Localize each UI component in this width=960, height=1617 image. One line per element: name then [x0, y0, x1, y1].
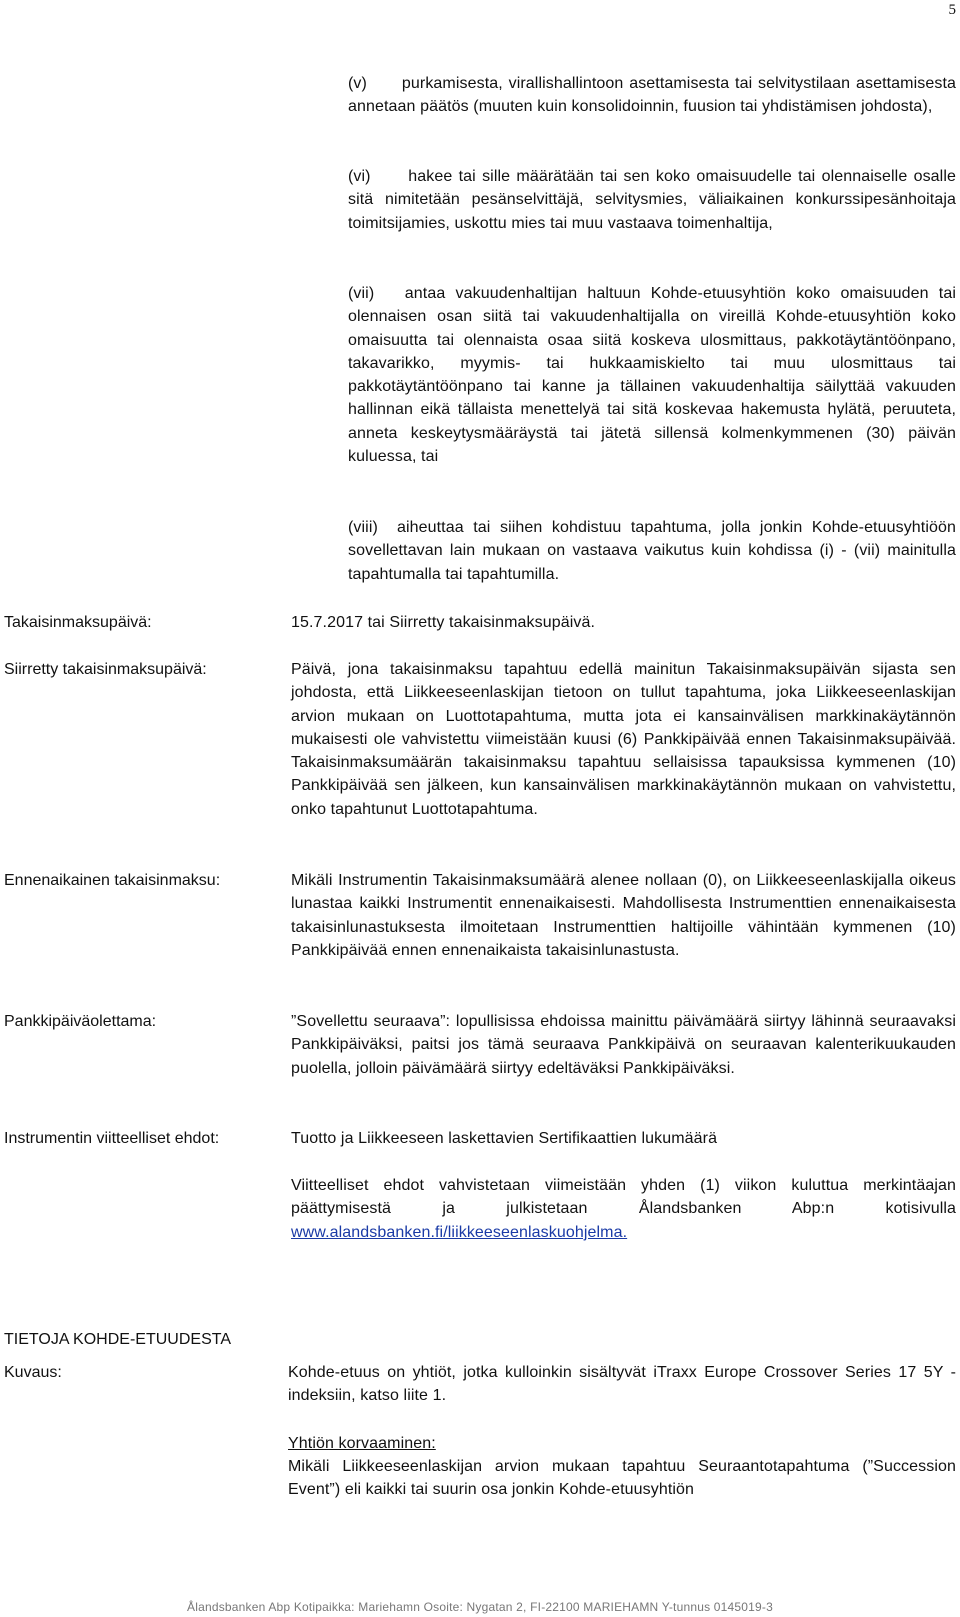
viitteelliset-text: Viitteelliset ehdot vahvistetaan viimeistään yhden (1) viikon kuluttua merkintäajan päättymisestä ja julkistetaan Ålandsbanken Abp:n kotisivulla	[291, 1177, 956, 1218]
section-heading: TIETOJA KOHDE-ETUUDESTA	[4, 1331, 231, 1348]
page-number: 5	[948, 2, 956, 18]
list-item-v: (v) purkamisesta, virallishallintoon asettamisesta tai selvitystilaan asettamisesta annetaan päätös (muuten kuin konsolidoinnin, fuusion tai yhdistämisen johdosta),	[348, 75, 956, 116]
label-kuvaus: Kuvaus:	[4, 1364, 62, 1381]
value-siirretty-takaisinmaksupaiva: Päivä, jona takaisinmaksu tapahtuu edellä mainitun Takaisinmaksupäivän sijasta sen johdosta, että Liikkeeseenlaskijan tietoon on tullut tapahtuma, joka Liikkeeseenlaskijan arvion mukaan on Luottotapahtuma, mutta jota ei kansainvälisen markkinakäytännön mukaisesti ole vahvistettu viimeistään kuusi (6) Pankkipäivää ennen Takaisinmaksupäivää. Takaisinmaksumäärän takaisinmaksu tapahtuu sellaisissa tapauksissa kymmenen (10) Pankkipäivää sen jälkeen, kun kansainvälisen markkinakäytännön mukaan on vahvistettu, onko tapahtunut Luottotapahtuma.	[291, 661, 956, 818]
subheading-text: Yhtiön korvaaminen:	[288, 1435, 436, 1452]
label-takaisinmaksupaiva: Takaisinmaksupäivä:	[4, 614, 152, 631]
label-ennenaikainen-takaisinmaksu: Ennenaikainen takaisinmaksu:	[4, 872, 221, 889]
value-yhtion-korvaaminen: Mikäli Liikkeeseenlaskijan arvion mukaan tapahtuu Seuraantotapahtuma (”Succession Event”) eli kaikki tai suurin osa jonkin Kohde-etuusyhtiön	[288, 1458, 956, 1499]
label-pankkipaivaolettama: Pankkipäiväolettama:	[4, 1013, 157, 1030]
label-siirretty-takaisinmaksupaiva: Siirretty takaisinmaksupäivä:	[4, 661, 207, 678]
value-ennenaikainen-takaisinmaksu: Mikäli Instrumentin Takaisinmaksumäärä alenee nollaan (0), on Liikkeeseenlaskijalla oikeus lunastaa kaikki Instrumentit ennenaikaisesti. Mahdollisesta Instrumenttien ennenaikaisesta takaisinlunastuksesta ilmoitetaan Instrumenttien haltijoille vähintään kymmenen (10) Pankkipäivää ennen ennenaikaista takaisinlunastusta.	[291, 872, 956, 959]
value-takaisinmaksupaiva: 15.7.2017 tai Siirretty takaisinmaksupäivä.	[291, 614, 596, 631]
list-item-vii: (vii) antaa vakuudenhaltijan haltuun Kohde-etuusyhtiön koko omaisuuden tai olennaisen osan siitä tai vakuudenhaltijalla on vireillä Kohde-etuusyhtiön koko omaisuutta tai olennaista osaa siitä koskeva ulosmittaus, pakkotäytäntöönpano, takavarikko, myymis- tai hukkaamiskielto tai muu ulosmittaus tai pakkotäytäntöönpano tai kanne ja tällainen vakuudenhaltija säilyttää vakuuden hallinnan eikä tällaista menettelyä tai sitä koskevaa hakemusta hylätä, peruuteta, anneta keskeytysmääräystä tai jätetä sillensä kolmenkymmenen (30) päivän kuluessa, tai	[348, 285, 956, 466]
footer: Ålandsbanken Abp Kotipaikka: Mariehamn Osoite: Nygatan 2, FI-22100 MARIEHAMN Y-tunnus 0145019-3	[187, 1600, 773, 1614]
list-item-vi: (vi) hakee tai sille määrätään tai sen koko omaisuudelle tai olennaiselle osalle sitä nimitetään pesänselvittäjä, selvitysmies, väliaikainen konkurssipesänhoitaja toimitsijamies, uskottu mies tai muu vastaava toimenhaltija,	[348, 168, 956, 232]
value-viitteelliset-ehdot-2	[291, 1174, 956, 1244]
website-link[interactable]: www.alandsbanken.fi/liikkeeseenlaskuohjelma.	[291, 1223, 628, 1241]
value-pankkipaivaolettama: ”Sovellettu seuraava”: lopullisissa ehdoissa mainittu päivämäärä siirtyy lähinnä seuraavaksi Pankkipäiväksi, paitsi jos tämä seuraava Pankkipäivä on seuraavan kalenterikuukauden puolella, jolloin päivämäärä siirtyy edeltäväksi Pankkipäiväksi.	[291, 1013, 956, 1077]
value-viitteelliset-ehdot-1: Tuotto ja Liikkeeseen laskettavien Sertifikaattien lukumäärä	[291, 1130, 718, 1147]
list-item-viii: (viii) aiheuttaa tai siihen kohdistuu tapahtuma, jolla jonkin Kohde-etuusyhtiöön sovellettavan lain mukaan on vastaava vaikutus kuin kohdissa (i) - (vii) mainitulla tapahtumalla tai tapahtumilla.	[348, 519, 956, 583]
value-kuvaus: Kohde-etuus on yhtiöt, jotka kulloinkin sisältyvät iTraxx Europe Crossover Series 17 5Y -indeksiin, katso liite 1.	[288, 1364, 956, 1405]
subheading-yhtion-korvaaminen	[288, 1432, 956, 1455]
label-viitteelliset-ehdot: Instrumentin viitteelliset ehdot:	[4, 1130, 220, 1147]
